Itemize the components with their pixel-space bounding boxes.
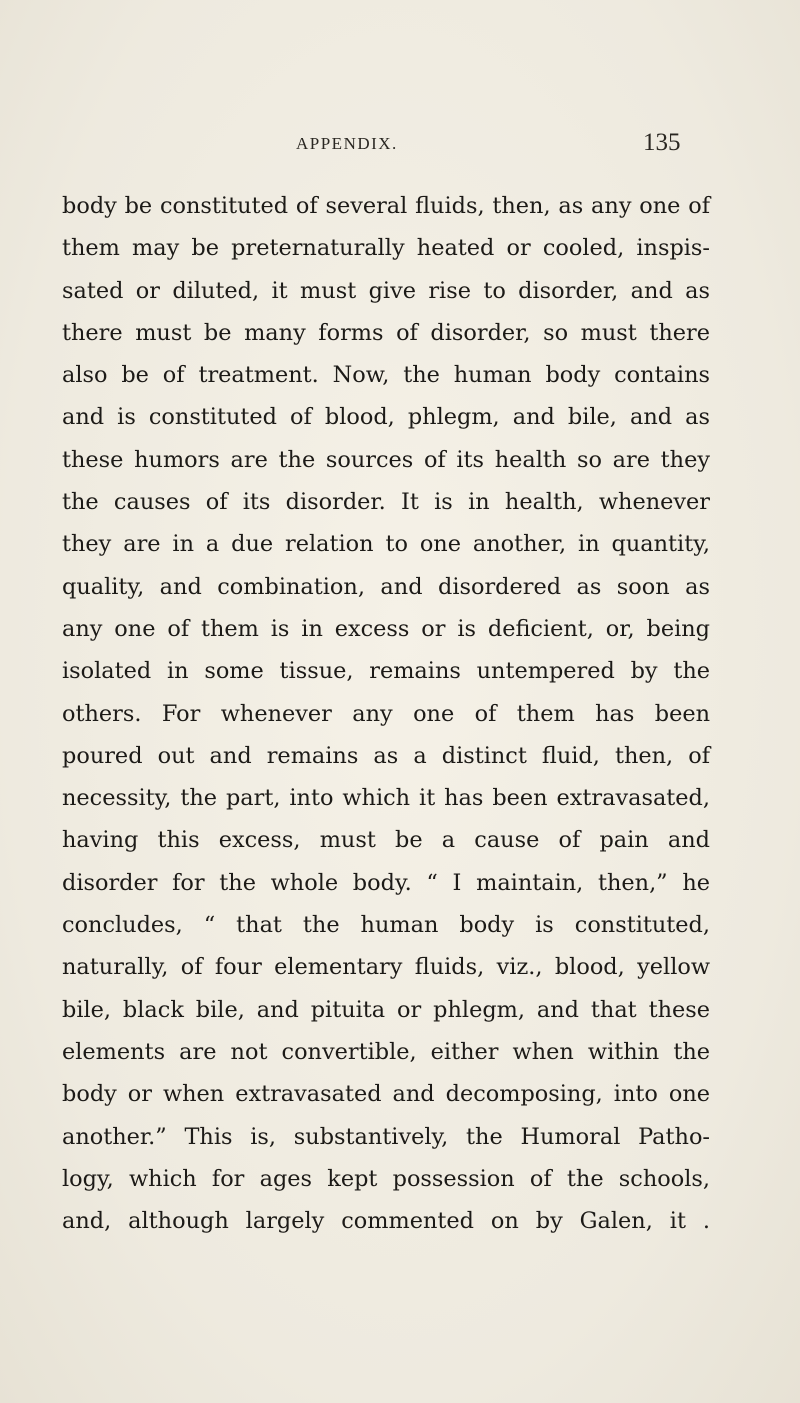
body-text xyxy=(62,185,710,1242)
text-line: concludes, “ that the human body is constituted, xyxy=(62,912,710,939)
running-head xyxy=(0,129,800,164)
text-line: logy, which for ages kept possession of the schools, xyxy=(62,1165,710,1192)
text-line: there must be many forms of disorder, so must there xyxy=(62,319,710,346)
text-line: them may be preternaturally heated or cooled, inspis- xyxy=(62,235,710,262)
text-line: and, although largely commented on by Galen, it . xyxy=(62,1208,710,1235)
text-line: another.” This is, substantively, the Humoral Patho- xyxy=(62,1123,710,1150)
text-line: bile, black bile, and pituita or phlegm, and that these xyxy=(62,996,710,1023)
text-line: sated or diluted, it must give rise to disorder, and as xyxy=(62,277,710,304)
page-number: 135 xyxy=(643,129,681,156)
text-line: they are in a due relation to one another, in quantity, xyxy=(62,531,710,558)
text-line: having this excess, must be a cause of pain and xyxy=(62,827,710,854)
text-line: and is constituted of blood, phlegm, and bile, and as xyxy=(62,404,710,431)
text-line: naturally, of four elementary fluids, viz., blood, yellow xyxy=(62,954,710,981)
text-line: others. For whenever any one of them has been xyxy=(62,700,710,727)
text-line: quality, and combination, and disordered as soon as xyxy=(62,573,710,600)
text-line: body be constituted of several fluids, then, as any one of xyxy=(62,193,710,219)
text-line: any one of them is in excess or is deficient, or, being xyxy=(62,615,710,642)
text-line: elements are not convertible, either when within the xyxy=(62,1038,710,1065)
text-line: also be of treatment. Now, the human body contains xyxy=(62,362,710,389)
text-line: these humors are the sources of its health so are they xyxy=(62,446,710,473)
text-line: necessity, the part, into which it has been extravasated, xyxy=(62,785,710,812)
running-title: APPENDIX. xyxy=(296,134,398,153)
text-line: disorder for the whole body. “ I maintain, then,” he xyxy=(62,869,710,896)
text-line: body or when extravasated and decomposing, into one xyxy=(62,1081,710,1108)
text-line: the causes of its disorder. It is in health, whenever xyxy=(62,489,710,516)
text-line: isolated in some tissue, remains untempered by the xyxy=(62,658,710,685)
text-line: poured out and remains as a distinct fluid, then, of xyxy=(62,742,710,769)
